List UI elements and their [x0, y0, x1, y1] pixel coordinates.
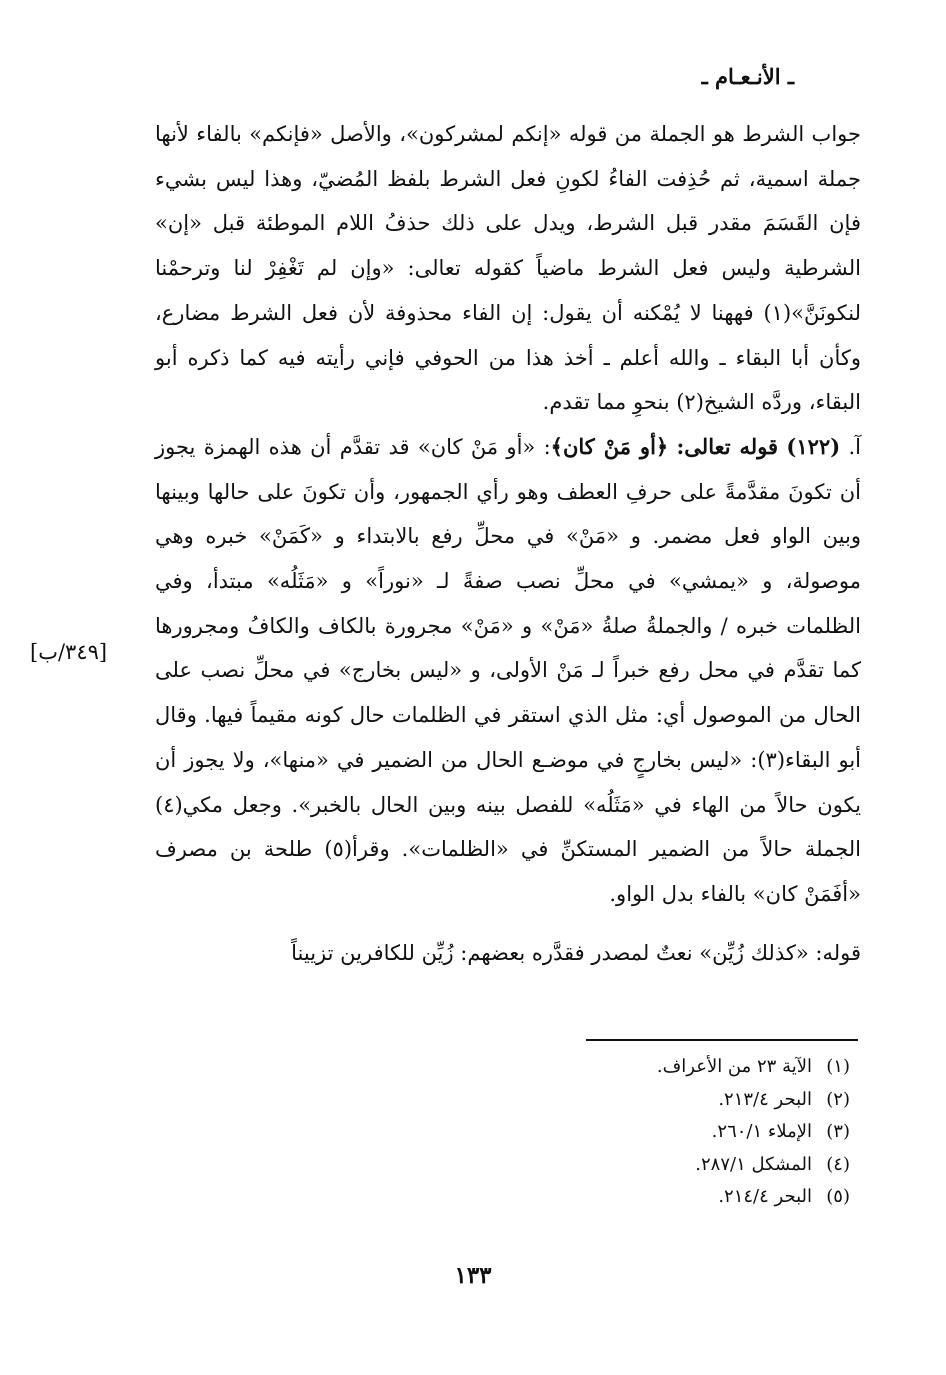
footnotes-list [657, 1051, 850, 1214]
footnote-divider [586, 1039, 858, 1041]
footnote-text: الإملاء ٢٦٠/١. [711, 1121, 812, 1142]
footnote-item [657, 1051, 850, 1084]
margin-manuscript-ref: [٣٤٩/ب] [30, 640, 108, 664]
footnote-item [657, 1181, 850, 1214]
footnote-number: (٤) [826, 1153, 850, 1175]
verse-quote: ﴿أو مَنْ كان﴾ [550, 433, 669, 459]
verse-lead: : «أو مَنْ كان» قد تقدَّم أن [310, 434, 551, 459]
paragraph-1: جواب الشرط هو الجملة من قوله «إنكم لمشركون»، والأصل «فإنكم» بالفاء لأنها جملة اسمية، ثم حُذِفت الفاءُ لكونِ فعل الشرط بلفظ المُضيّ، وهذا ليس بشيء فإن القَسَمَ مقدر قبل الشرط، ويدل على ذلك حذفُ اللام الموطئة قبل «إن» الشرطية وليس فعل الشرط ماضياً كقوله تعالى: «وإن لم تَغْفِرْ لنا وترحمْنا لنكونَنَّ»(١) فههنا لا يُمْكنه أن يقول: إن الفاء محذوفة لأن فعل الشرط مضارع، وكأن أبا البقاء ـ والله أعلم ـ أخذ هذا من الحوفي فإني رأيته فيه كما ذكره أبو البقاء، وردَّه الشيخ(٢) بنحوِ مما تقدم. [155, 122, 861, 415]
footnote-text: الآية ٢٣ من الأعراف. [656, 1056, 812, 1077]
footnote-item [657, 1116, 850, 1149]
verse-marker: آ. [848, 434, 861, 459]
paragraph-3: قوله: «كذلك زُيِّن» نعتٌ لمصدر فقدَّره بعضهم: زُيِّن للكافرين تزييناً [291, 940, 861, 965]
paragraph-2-text: هذه الهمزة يجوز أن تكونَ مقدَّمةً على حرفِ العطف وهو رأي الجمهور، وأن تكونَ على حالها وبينها وبين الواو فعل مضمر. و «مَنْ» في محلِّ رفع بالابتداء و «كَمَنْ» خبره وهي موصولة، و «يمشي» في محلِّ نصب صفةً لـ «نوراً» و «مَثَلُه» مبتدأ، وفي الظلمات خبره / والجملةُ صلةُ «مَنْ» و «مَنْ» مجرورة بالكاف والكافُ ومجرورها كما تقدَّم في محل رفع خبراً لـ مَنْ الأولى، و «ليس بخارج» في محلِّ نصب على الحال من الموصول أي: مثل الذي استقر في الظلمات حال كونه مقيماً فيها. وقال أبو البقاء(٣): «ليس بخارجٍ في موضـع الحال من الضمير في «منها»، ولا يجوز أن يكون حالاً من الهاء في «مَثَلُه» للفصل بينه وبين الحال بالخبر». وجعل مكي(٤) الجملة حالاً من الضمير المستكنِّ في «الظلمات». وقرأ(٥) طلحة بن مصرف «أفَمَنْ كان» بالفاء بدل الواو. [155, 434, 861, 906]
footnote-text: البحر ٢١٣/٤. [718, 1088, 812, 1110]
page-number: ١٣٣ [454, 1262, 492, 1289]
footnote-number: (٢) [826, 1088, 850, 1110]
footnote-item [657, 1149, 850, 1182]
footnote-number: (١) [826, 1056, 850, 1077]
paragraph-2 [155, 425, 861, 917]
footnote-text: المشكل ٢٨٧/١. [695, 1153, 812, 1175]
footnote-number: (٥) [826, 1186, 850, 1207]
verse-intro: قوله تعالى: [676, 433, 779, 459]
body-text [155, 112, 861, 975]
footnote-number: (٣) [826, 1121, 850, 1142]
verse-number: (١٢٢) [786, 433, 841, 459]
footnote-item [657, 1084, 850, 1117]
footnote-text: البحر ٢١٤/٤. [718, 1186, 812, 1207]
page-header: ـ الأنـعـام ـ [701, 64, 794, 89]
